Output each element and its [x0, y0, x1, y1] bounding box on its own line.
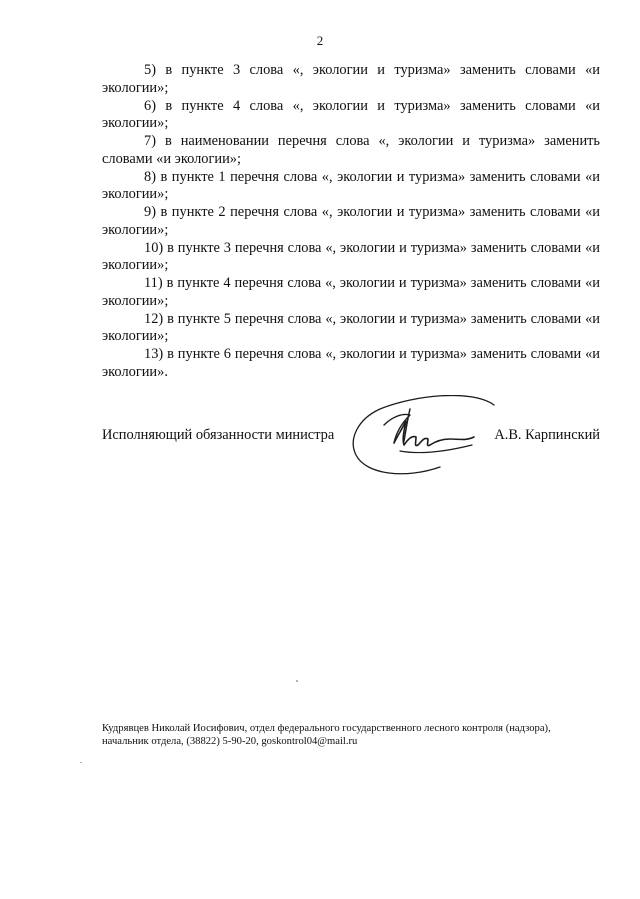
amendment-item-13: 13) в пункте 6 перечня слова «, экологии и туризма» заменить словами «и экологии».: [102, 346, 600, 380]
amendment-item-10: 10) в пункте 3 перечня слова «, экологии и туризма» заменить словами «и экологии»;: [102, 239, 600, 273]
handwritten-signature: [344, 395, 504, 481]
scan-speck: [80, 762, 82, 763]
executor-line-1: Кудрявцев Николай Иосифович, отдел федерального государственного лесного контроля (надзора),: [102, 723, 551, 734]
signatory-name: А.В. Карпинский: [494, 427, 600, 443]
amendment-item-12: 12) в пункте 5 перечня слова «, экологии и туризма» заменить словами «и экологии»;: [102, 310, 600, 344]
signature-underline-stroke: [400, 445, 472, 453]
signature-block: [102, 395, 600, 485]
executor-line-2: начальник отдела, (38822) 5-90-20, goskontrol04@mail.ru: [102, 736, 358, 747]
amendment-item-9: 9) в пункте 2 перечня слова «, экологии и туризма» заменить словами «и экологии»;: [102, 204, 600, 238]
scan-speck: [296, 680, 298, 682]
amendment-item-8: 8) в пункте 1 перечня слова «, экологии и туризма» заменить словами «и экологии»;: [102, 168, 600, 202]
page-number: 2: [316, 33, 324, 48]
amendment-item-7: 7) в наименовании перечня слова «, экологии и туризма» заменить словами «и экологии»;: [102, 133, 600, 167]
executor-info: [102, 722, 602, 748]
amendment-item-11: 11) в пункте 4 перечня слова «, экологии и туризма» заменить словами «и экологии»;: [102, 275, 600, 309]
amendment-item-5: 5) в пункте 3 слова «, экологии и туризма» заменить словами «и экологии»;: [102, 62, 600, 96]
amendment-item-6: 6) в пункте 4 слова «, экологии и туризма» заменить словами «и экологии»;: [102, 97, 600, 131]
signatory-title: Исполняющий обязанности министра: [102, 427, 335, 443]
amendment-list: [102, 62, 600, 382]
signature-loop-stroke: [353, 395, 494, 473]
